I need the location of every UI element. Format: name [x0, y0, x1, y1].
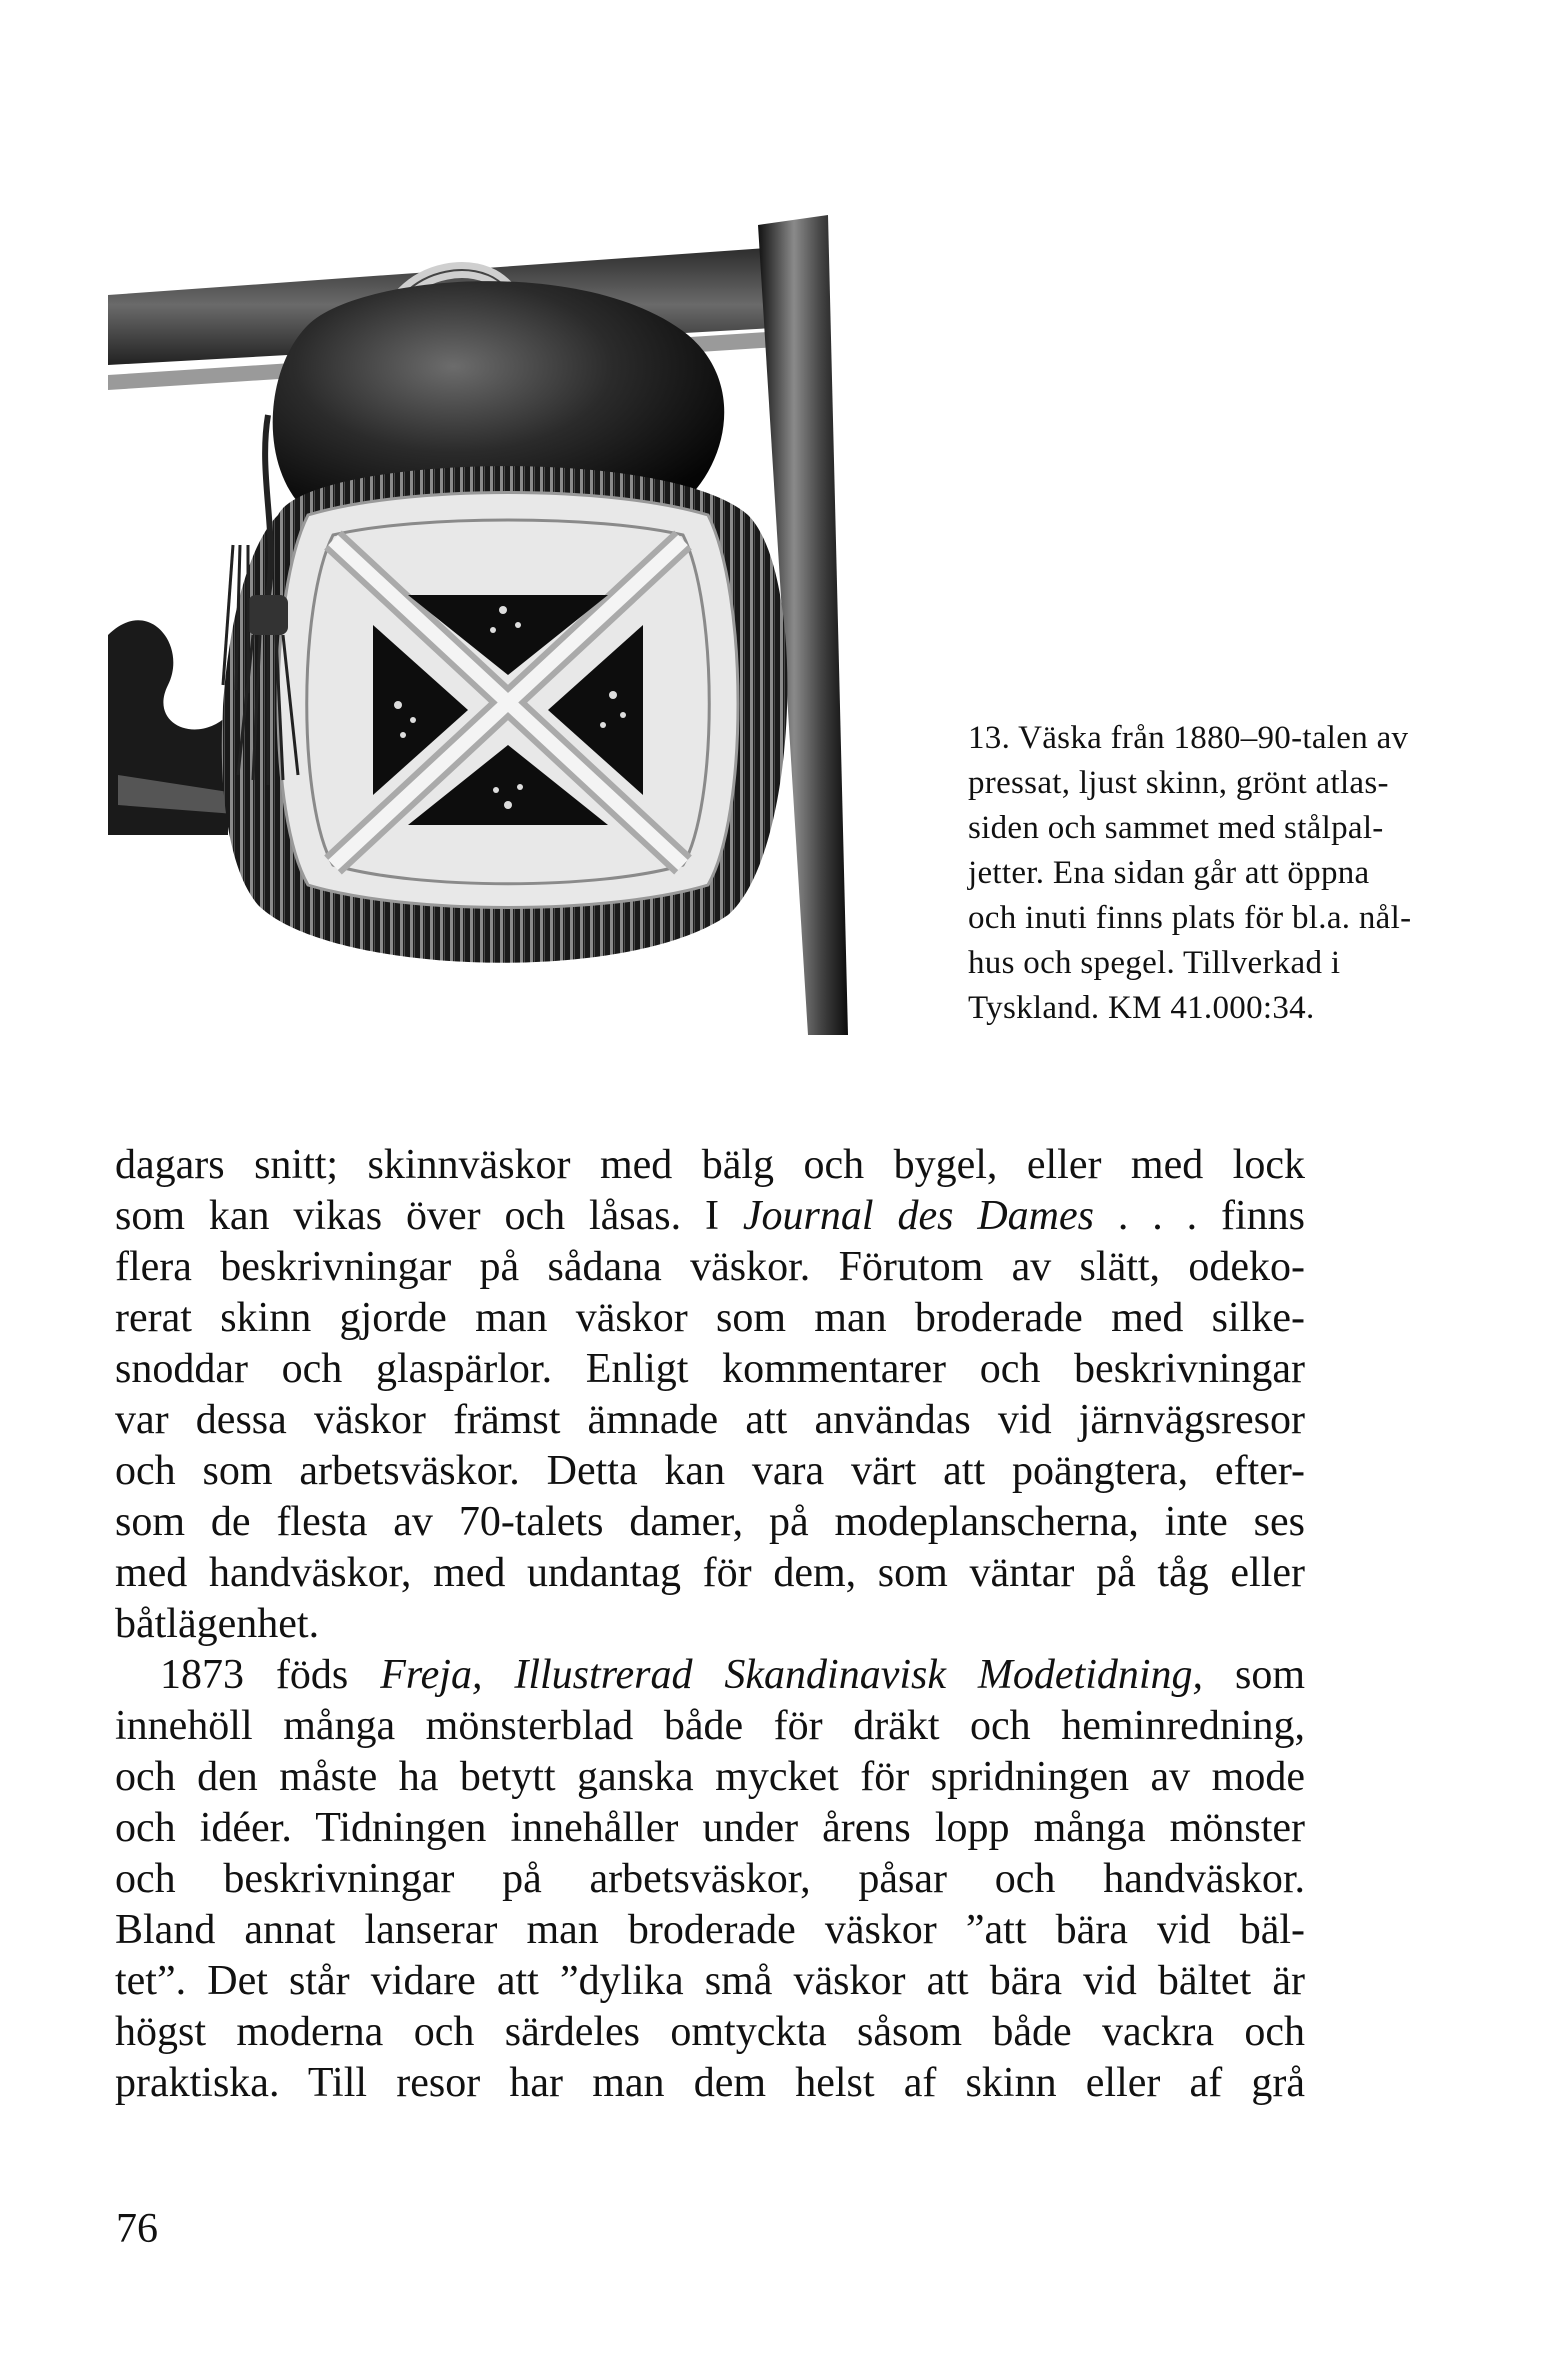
photo-caption — [968, 716, 1448, 1031]
italic-title: Journal des Dames — [742, 1193, 1094, 1239]
body-line — [115, 1191, 1305, 1242]
caption-line: hus och spegel. Tillverkad i — [968, 945, 1341, 981]
text-segment: med handväskor, med undantag för dem, som väntar på tåg eller — [115, 1550, 1305, 1596]
text-segment: flera beskrivningar på sådana väskor. Förutom av slätt, odeko- — [115, 1244, 1305, 1290]
text-segment: praktiska. Till resor har man dem helst af skinn eller af grå — [115, 2060, 1305, 2106]
bag-photograph — [108, 215, 928, 1035]
text-segment: och idéer. Tidningen innehåller under årens lopp många mönster — [115, 1805, 1305, 1851]
caption-line: pressat, ljust skinn, grönt atlas- — [968, 765, 1389, 801]
text-segment: var dessa väskor främst ämnade att användas vid järnvägsresor — [115, 1397, 1305, 1443]
text-segment: . . . finns — [1093, 1193, 1306, 1239]
body-line — [115, 1140, 1305, 1191]
body-line — [115, 1497, 1305, 1548]
bag-photo-illustration — [108, 215, 928, 1035]
caption-line: Tyskland. KM 41.000:34. — [968, 990, 1315, 1026]
caption-line: jetter. Ena sidan går att öppna — [968, 855, 1370, 891]
caption-line: 13. Väska från 1880–90-talen av — [968, 720, 1409, 756]
body-line — [115, 1293, 1305, 1344]
text-segment: 1873 föds — [160, 1652, 381, 1698]
text-segment: rerat skinn gjorde man väskor som man broderade med silke- — [115, 1295, 1305, 1341]
text-segment: snoddar och glaspärlor. Enligt kommentarer och beskrivningar — [115, 1346, 1305, 1392]
body-line — [115, 2007, 1305, 2058]
text-segment: och som arbetsväskor. Detta kan vara värt att poängtera, efter- — [115, 1448, 1305, 1494]
text-segment: och den måste ha betytt ganska mycket för spridningen av mode — [115, 1754, 1305, 1800]
italic-title: Freja, Illustrerad Skandinavisk Modetidning, — [380, 1652, 1204, 1698]
body-line — [115, 1701, 1305, 1752]
text-segment: som kan vikas över och låsas. I — [115, 1193, 743, 1239]
text-segment: båtlägenhet. — [115, 1601, 320, 1647]
body-line — [115, 1599, 1305, 1650]
caption-line: siden och sammet med stålpal- — [968, 810, 1384, 846]
text-segment: och beskrivningar på arbetsväskor, påsar och handväskor. — [115, 1856, 1305, 1902]
body-line — [115, 1344, 1305, 1395]
body-line — [115, 1242, 1305, 1293]
text-segment: som de flesta av 70-talets damer, på modeplanscherna, inte ses — [115, 1499, 1305, 1545]
body-text — [115, 1140, 1305, 2109]
body-line — [115, 1905, 1305, 1956]
body-line — [115, 1650, 1305, 1701]
text-segment: högst moderna och särdeles omtyckta såsom både vackra och — [115, 2009, 1305, 2055]
text-segment: innehöll många mönsterblad både för dräkt och heminredning, — [115, 1703, 1305, 1749]
text-segment: Bland annat lanserar man broderade väskor ”att bära vid bäl- — [115, 1907, 1305, 1953]
text-segment: dagars snitt; skinnväskor med bälg och bygel, eller med lock — [115, 1142, 1305, 1188]
body-line — [115, 2058, 1305, 2109]
page-number: 76 — [116, 2206, 158, 2252]
body-line — [115, 1752, 1305, 1803]
body-line — [115, 1446, 1305, 1497]
body-line — [115, 1956, 1305, 2007]
body-line — [115, 1803, 1305, 1854]
text-segment: som — [1203, 1652, 1305, 1698]
body-line — [115, 1548, 1305, 1599]
text-segment: tet”. Det står vidare att ”dylika små väskor att bära vid bältet är — [115, 1958, 1305, 2004]
caption-line: och inuti finns plats för bl.a. nål- — [968, 900, 1412, 936]
body-line — [115, 1395, 1305, 1446]
body-line — [115, 1854, 1305, 1905]
